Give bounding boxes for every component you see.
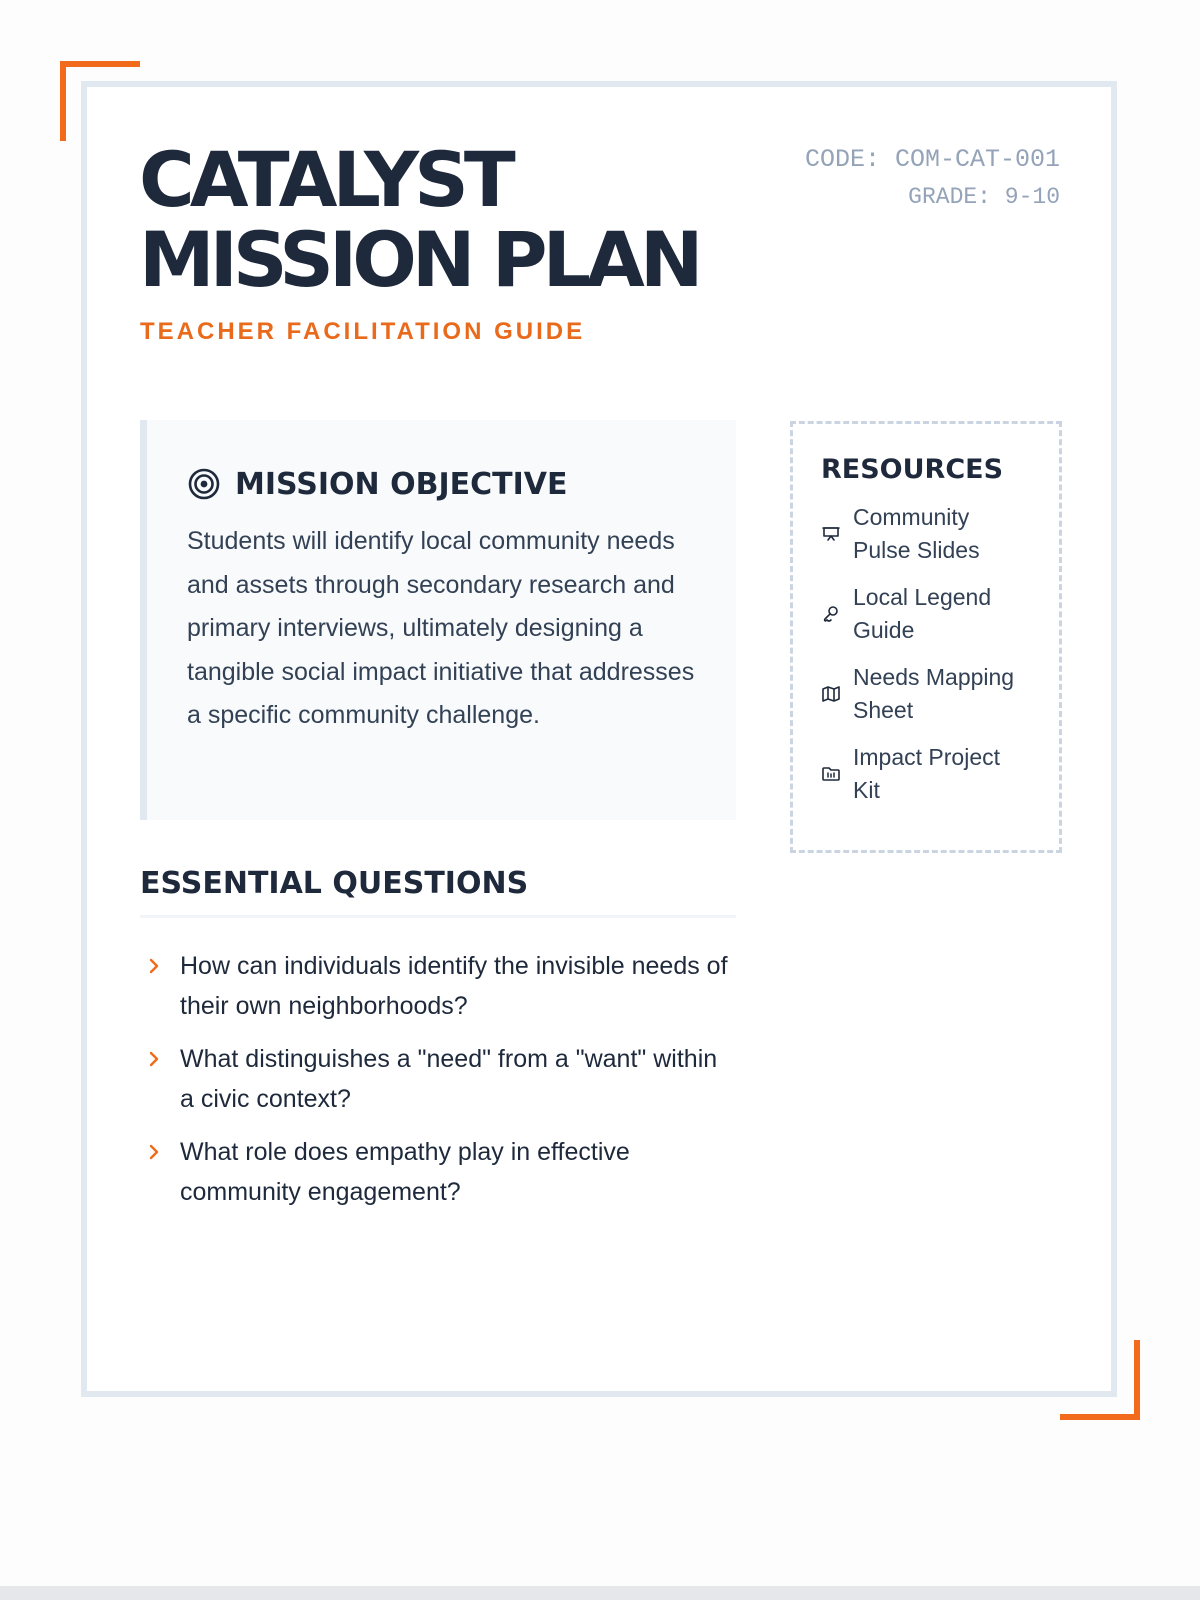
page-title xyxy=(139,135,699,304)
corner-accent-bottom-right xyxy=(1060,1340,1140,1420)
question-item xyxy=(140,1132,736,1212)
document-meta xyxy=(805,144,1060,213)
document-code: CODE: COM-CAT-001 xyxy=(804,145,1060,174)
question-text: What distinguishes a "need" from a "want" within a civic context? xyxy=(180,1045,718,1113)
question-text: How can individuals identify the invisible needs of their own neighborhoods? xyxy=(180,952,728,1020)
grade-level: GRADE: 9-10 xyxy=(908,184,1060,210)
map-icon xyxy=(821,684,841,704)
chevron-right-icon xyxy=(140,1132,180,1172)
chevron-right-icon xyxy=(140,1039,180,1079)
resources-panel xyxy=(790,421,1062,853)
resource-label: Local Legend Guide xyxy=(853,584,992,643)
mission-objective-card xyxy=(140,420,736,820)
resource-impact-project-kit[interactable] xyxy=(821,741,1033,807)
folder-icon xyxy=(821,764,841,784)
resource-community-pulse-slides[interactable] xyxy=(821,501,1033,567)
microphone-icon xyxy=(821,604,841,624)
objective-header xyxy=(187,462,696,506)
question-item xyxy=(140,946,736,1026)
resources-list xyxy=(821,501,1033,807)
question-item xyxy=(140,1039,736,1119)
target-icon xyxy=(187,467,221,501)
essential-questions-heading: ESSENTIAL QUESTIONS xyxy=(140,866,736,918)
title-line-2: MISSION PLAN xyxy=(139,215,699,304)
presentation-icon xyxy=(821,524,841,544)
objective-body: Students will identify local community needs and assets through secondary research and primary interviews, ultimately designing a tangible social impact initiative that addresses a specific community challenge. xyxy=(187,527,695,729)
resources-heading: RESOURCES xyxy=(821,454,1004,485)
corner-accent-top-left xyxy=(60,61,140,141)
resource-local-legend-guide[interactable] xyxy=(821,581,1033,647)
essential-questions-list xyxy=(140,946,736,1225)
resource-label: Needs Mapping Sheet xyxy=(853,664,1015,723)
bottom-band xyxy=(0,1586,1200,1600)
page-subtitle: TEACHER FACILITATION GUIDE xyxy=(140,318,586,345)
title-line-1: CATALYST xyxy=(139,135,511,224)
resource-label: Impact Project Kit xyxy=(853,744,1000,803)
objective-heading: MISSION OBJECTIVE xyxy=(235,466,568,502)
resource-label: Community Pulse Slides xyxy=(853,504,980,563)
question-text: What role does empathy play in effective community engagement? xyxy=(180,1138,630,1206)
resource-needs-mapping-sheet[interactable] xyxy=(821,661,1033,727)
chevron-right-icon xyxy=(140,946,180,986)
